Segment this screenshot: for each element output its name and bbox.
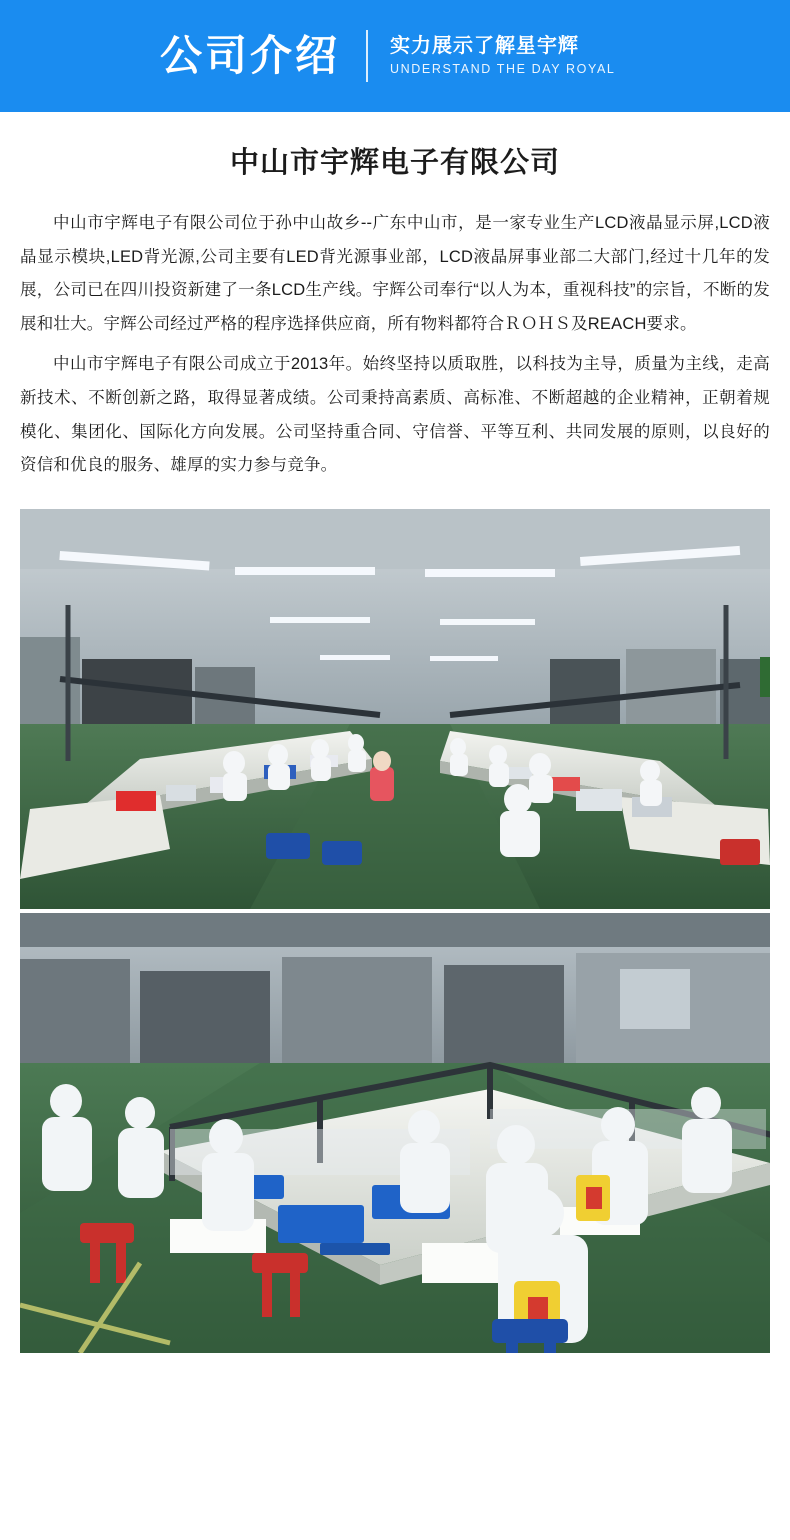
banner-subtitle-group	[390, 33, 615, 79]
assembly-line-workers-photo	[20, 913, 770, 1353]
page-banner	[0, 0, 790, 112]
company-paragraph-1: 中山市宇辉电子有限公司位于孙中山故乡--广东中山市，是一家专业生产LCD液晶显示屏,LCD液晶显示模块,LED背光源,公司主要有LED背光源事业部，LCD液晶屏事业部二大部门,经过十几年的发展，公司已在四川投资新建了一条LCD生产线。宇辉公司奉行“以人为本，重视科技”的宗旨，不断的发展和壮大。宇辉公司经过严格的程序选择供应商，所有物料都符合ＲＯＨＳ及REACH要求。	[20, 213, 770, 334]
factory-photo-gallery	[0, 509, 790, 1375]
banner-subtitle-en: UNDERSTAND THE DAY ROYAL	[390, 62, 616, 77]
company-paragraph-2: 中山市宇辉电子有限公司成立于2013年。始终坚持以质取胜，以科技为主导，质量为主线，走高新技术、不断创新之路，取得显著成绩。公司秉持高素质、高标准、不断超越的企业精神，正朝着规模化、集团化、国际化方向发展。公司坚持重合同、守信誉、平等互利、共同发展的原则，以良好的资信和优良的服务、雄厚的实力参与竞争。	[20, 355, 770, 475]
banner-divider	[366, 30, 368, 82]
company-name-heading: 中山市宇辉电子有限公司	[229, 147, 560, 179]
company-description-section	[0, 112, 790, 483]
banner-subtitle-cn: 实力展示了解星宇辉	[390, 35, 580, 58]
factory-workshop-overview-photo	[20, 509, 770, 909]
banner-title: 公司介绍	[160, 32, 341, 79]
